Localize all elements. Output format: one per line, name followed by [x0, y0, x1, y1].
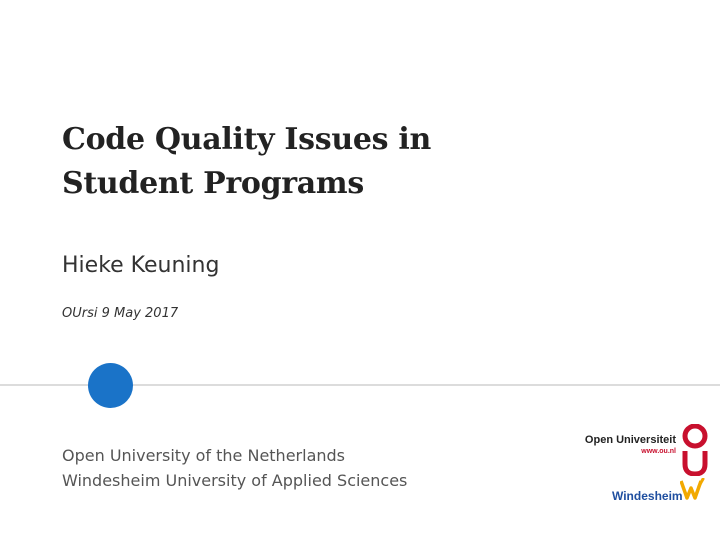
- slide-title: [62, 118, 431, 206]
- windesheim-logo: [610, 478, 710, 508]
- ou-logo-url: www.ou.nl: [641, 448, 676, 455]
- affiliation-ou: Open University of the Netherlands: [62, 446, 345, 465]
- windesheim-logo-name: Windesheim: [612, 489, 683, 503]
- ou-logo-text: [585, 434, 676, 457]
- author-name: Hieke Keuning: [62, 253, 220, 278]
- accent-dot: [88, 363, 133, 408]
- slide-title-line-2: Student Programs: [62, 166, 364, 201]
- slide-title-line-1: Code Quality Issues in: [62, 122, 431, 157]
- windesheim-w-icon: [680, 478, 708, 500]
- event-date: OUrsi 9 May 2017: [62, 306, 179, 321]
- ou-logo-icon: [682, 424, 708, 476]
- affiliations: [62, 443, 407, 493]
- affiliation-windesheim: Windesheim University of Applied Sciences: [62, 471, 408, 490]
- open-universiteit-logo: [586, 424, 712, 476]
- ou-logo-name: Open Universiteit: [584, 434, 676, 446]
